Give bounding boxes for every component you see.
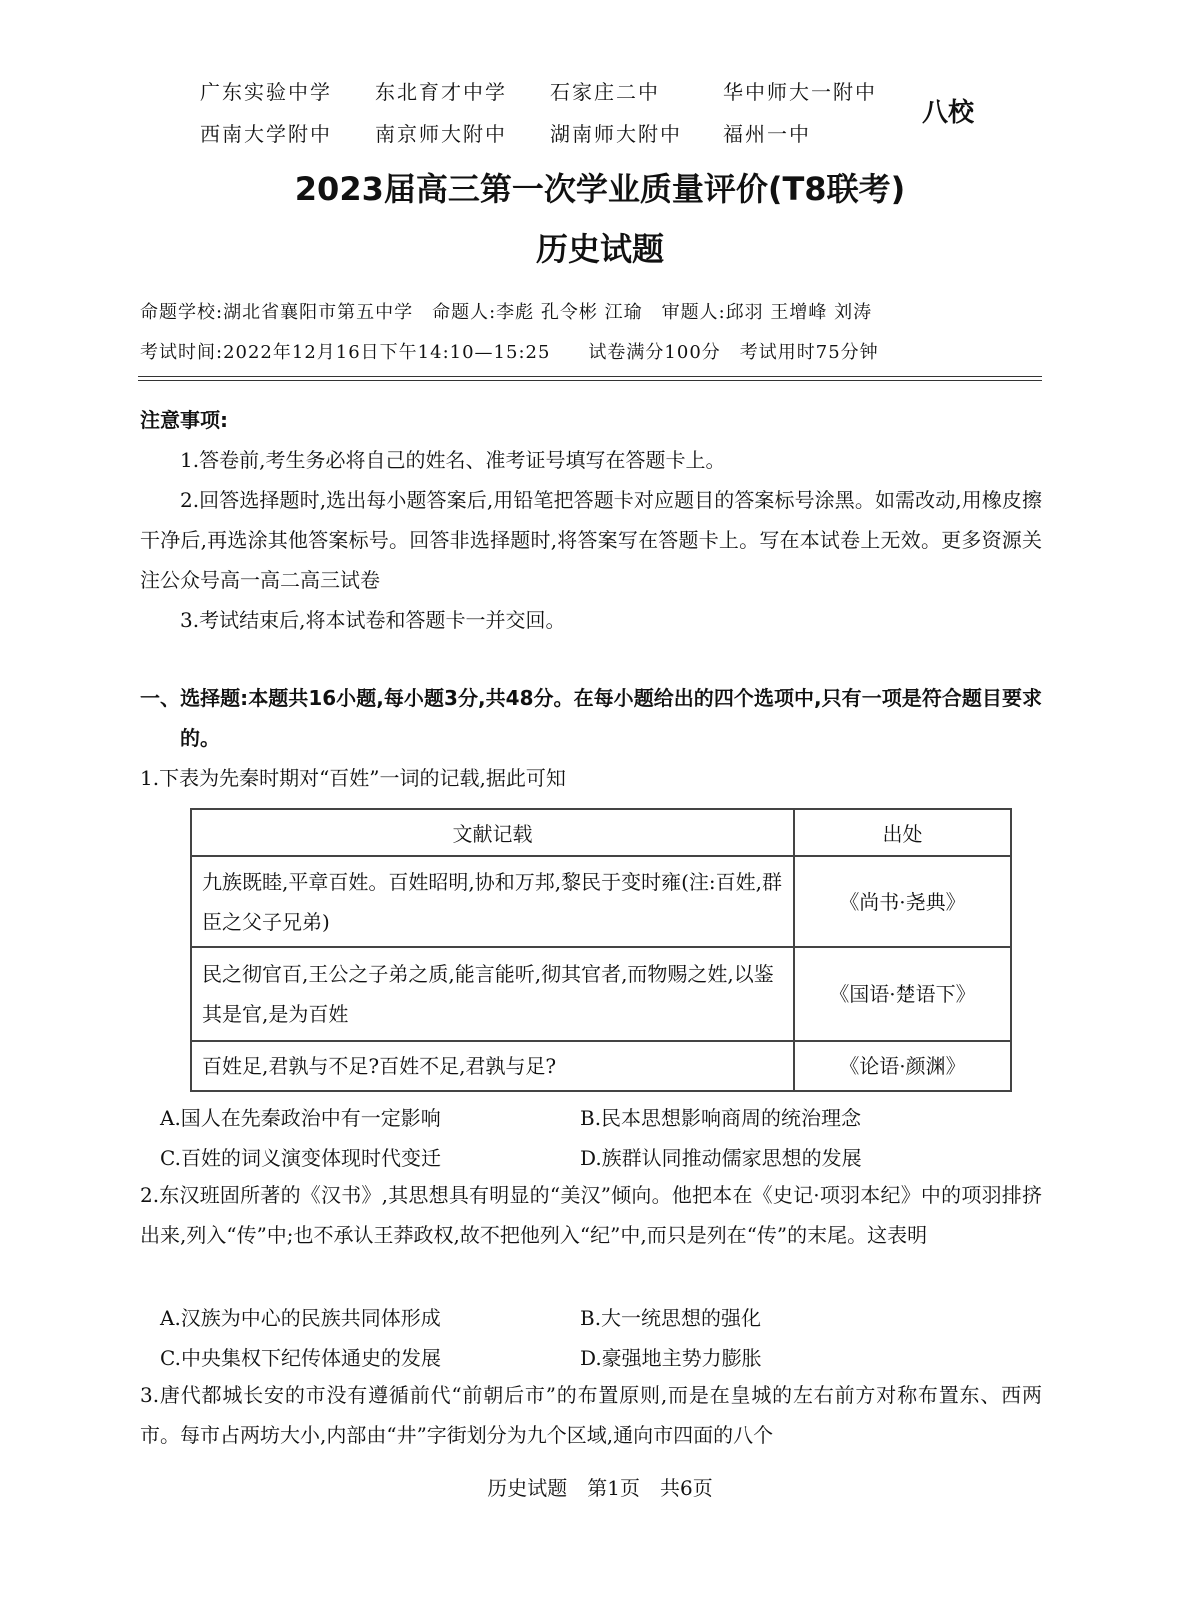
notice-item: 2.回答选择题时,选出每小题答案后,用铅笔把答题卡对应题目的答案标号涂黑。如需改动,用橡皮擦干净后,再选涂其他答案标号。回答非选择题时,将答案写在答题卡上。写在本试卷上无效。更多资源关注公众号高一高二高三试卷 xyxy=(140,488,1042,592)
option-c: C.中央集权下纪传体通史的发展 xyxy=(160,1346,441,1370)
exam-title: 2023届高三第一次学业质量评价(T8联考) xyxy=(294,170,906,208)
option-a: A.汉族为中心的民族共同体形成 xyxy=(160,1306,441,1330)
exam-subtitle: 历史试题 xyxy=(535,230,664,268)
option-d: D.豪强地主势力膨胀 xyxy=(580,1346,762,1370)
school: 西南大学附中 xyxy=(200,122,332,146)
notice-item: 3.考试结束后,将本试卷和答题卡一并交回。 xyxy=(180,608,566,632)
page-footer: 历史试题 第1页 共6页 xyxy=(487,1476,713,1500)
table-cell: 《论语·颜渊》 xyxy=(794,1041,1011,1091)
option-d: D.族群认同推动儒家思想的发展 xyxy=(580,1146,862,1170)
divider xyxy=(138,376,1042,377)
source-table xyxy=(190,808,1012,1092)
table-cell: 《尚书·尧典》 xyxy=(794,856,1011,947)
option-b: B.民本思想影响商周的统治理念 xyxy=(580,1106,862,1130)
table-header: 文献记载 xyxy=(191,809,794,856)
table-cell: 九族既睦,平章百姓。百姓昭明,协和万邦,黎民于变时雍(注:百姓,群臣之父子兄弟) xyxy=(191,856,794,947)
option-c: C.百姓的词义演变体现时代变迁 xyxy=(160,1146,441,1170)
option-b: B.大一统思想的强化 xyxy=(580,1306,762,1330)
notice-item: 1.答卷前,考生务必将自己的姓名、准考证号填写在答题卡上。 xyxy=(180,448,726,472)
school: 东北育才中学 xyxy=(375,80,507,104)
group-label: 八校 xyxy=(922,98,975,128)
notice-heading: 注意事项: xyxy=(140,408,228,432)
school: 石家庄二中 xyxy=(550,80,660,104)
table-cell: 《国语·楚语下》 xyxy=(794,947,1011,1041)
table-cell: 民之彻官百,王公之子弟之质,能言能听,彻其官者,而物赐之姓,以鉴其是官,是为百姓 xyxy=(191,947,794,1041)
divider xyxy=(138,380,1042,381)
school: 湖南师大附中 xyxy=(550,122,682,146)
question-stem: 3.唐代都城长安的市没有遵循前代“前朝后市”的布置原则,而是在皇城的左右前方对称布置东、西两市。每市占两坊大小,内部由“井”字街划分为九个区域,通向市四面的八个 xyxy=(140,1383,1042,1447)
school: 南京师大附中 xyxy=(375,122,507,146)
option-a: A.国人在先秦政治中有一定影响 xyxy=(160,1106,441,1130)
exam-time-info: 考试时间:2022年12月16日下午14:10—15:25 试卷满分100分 考试用时75分钟 xyxy=(140,342,879,363)
school: 华中师大一附中 xyxy=(723,80,877,104)
question-stem: 2.东汉班固所著的《汉书》,其思想具有明显的“美汉”倾向。他把本在《史记·项羽本纪》中的项羽排挤出来,列入“传”中;也不承认王莽政权,故不把他列入“纪”中,而只是列在“传”的末尾。这表明 xyxy=(140,1183,1042,1247)
table-header: 出处 xyxy=(794,809,1011,856)
section-heading: 一、选择题:本题共16小题,每小题3分,共48分。在每小题给出的四个选项中,只有一项是符合题目要求的。 xyxy=(140,686,1042,750)
table-cell: 百姓足,君孰与不足?百姓不足,君孰与足? xyxy=(191,1041,794,1091)
school: 福州一中 xyxy=(723,122,811,146)
school: 广东实验中学 xyxy=(200,80,332,104)
author-info: 命题学校:湖北省襄阳市第五中学 命题人:李彪 孔令彬 江瑜 审题人:邱羽 王增峰 刘涛 xyxy=(140,302,873,323)
question-stem: 1.下表为先秦时期对“百姓”一词的记载,据此可知 xyxy=(140,766,566,790)
